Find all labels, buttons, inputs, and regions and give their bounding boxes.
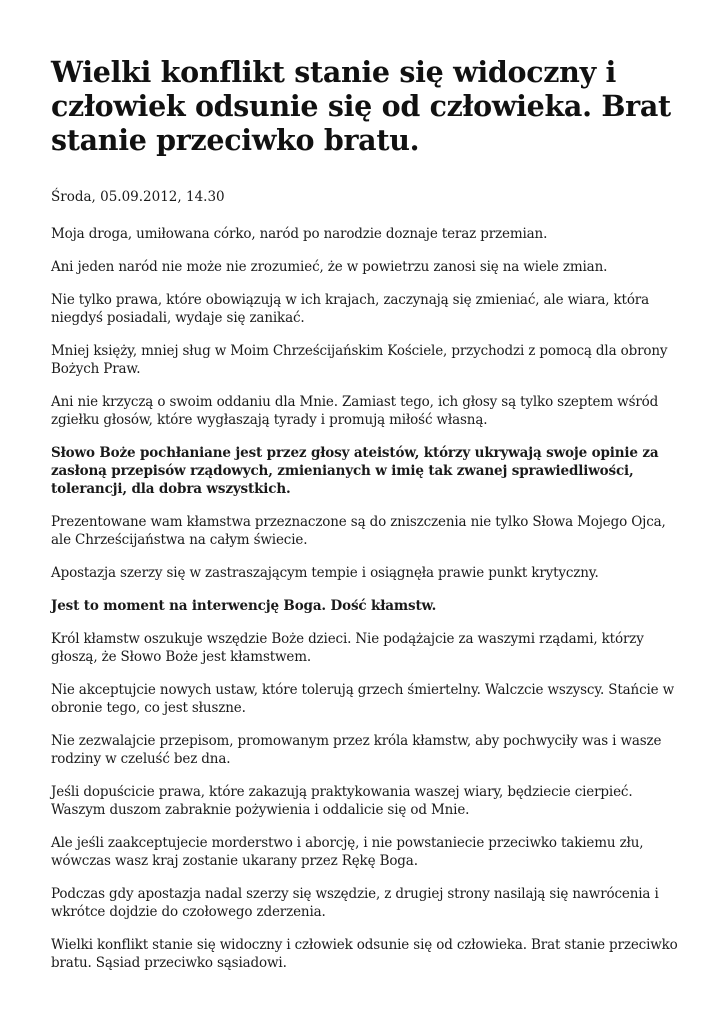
paragraph-bold: Słowo Boże pochłaniane jest przez głosy ateistów, którzy ukrywają swoje opinie za zasłoną przepisów rządowych, zmienianych w imię tak zwanej sprawiedliwości, tolerancji, dla dobra wszystkich. [51,445,659,497]
article-date: Środa, 05.09.2012, 14.30 [51,189,225,205]
paragraph: Ani jeden naród nie może nie zrozumieć, że w powietrzu zanosi się na wiele zmian. [51,259,608,275]
paragraph: Ale jeśli zaakceptujecie morderstwo i aborcję, i nie powstaniecie przeciwko takiemu złu, wówczas wasz kraj zostanie ukarany przez Rękę Boga. [51,835,644,869]
article-title: Wielki konflikt stanie się widoczny i człowiek odsunie się od człowieka. Brat stanie przeciwko bratu. [51,55,671,157]
paragraph: Wielki konflikt stanie się widoczny i człowiek odsunie się od człowieka. Brat stanie przeciwko bratu. Sąsiad przeciwko sąsiadowi. [51,937,678,971]
paragraph: Nie akceptujcie nowych ustaw, które tolerują grzech śmiertelny. Walczcie wszyscy. Stańcie w obronie tego, co jest słuszne. [51,682,675,716]
paragraph-bold: Jest to moment na interwencję Boga. Dość kłamstw. [51,598,437,614]
paragraph: Nie tylko prawa, które obowiązują w ich krajach, zaczynają się zmieniać, ale wiara, która niegdyś posiadali, wydaje się zanikać. [51,292,650,326]
paragraph: Apostazja szerzy się w zastraszającym tempie i osiągnęła prawie punkt krytyczny. [51,565,599,581]
paragraph: Podczas gdy apostazja nadal szerzy się wszędzie, z drugiej strony nasilają się nawrócenia i wkrótce dojdzie do czołowego zderzenia. [51,886,659,920]
paragraph: Mniej księży, mniej sług w Moim Chrześcijańskim Kościele, przychodzi z pomocą dla obrony Bożych Praw. [51,343,668,377]
paragraph: Jeśli dopuścicie prawa, które zakazują praktykowania waszej wiary, będziecie cierpieć. Waszym duszom zabraknie pożywienia i oddalicie się od Mnie. [51,784,633,818]
paragraph: Prezentowane wam kłamstwa przeznaczone są do zniszczenia nie tylko Słowa Mojego Ojca, ale Chrześcijaństwa na całym świecie. [51,514,666,548]
paragraph: Moja droga, umiłowana córko, naród po narodzie doznaje teraz przemian. [51,226,548,242]
article [51,55,681,987]
paragraph: Nie zezwalajcie przepisom, promowanym przez króla kłamstw, aby pochwyciły was i wasze rodziny w czeluść bez dna. [51,733,662,767]
paragraph: Ani nie krzyczą o swoim oddaniu dla Mnie. Zamiast tego, ich głosy są tylko szeptem wśród zgiełku głosów, które wygłaszają tyrady i promują miłość własną. [51,394,659,428]
paragraph: Król kłamstw oszukuje wszędzie Boże dzieci. Nie podążajcie za waszymi rządami, którzy głoszą, że Słowo Boże jest kłamstwem. [51,631,644,665]
article-body [51,225,681,972]
